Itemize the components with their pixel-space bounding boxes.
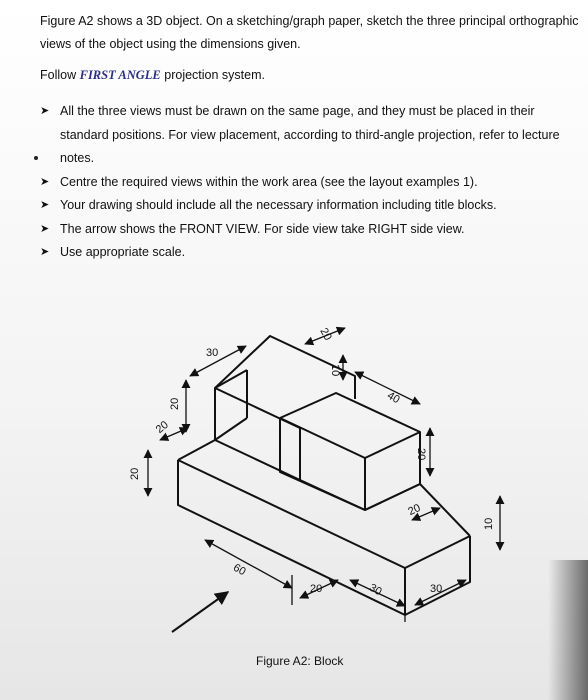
dim-label: 20: [129, 467, 141, 480]
dim-label: 20: [153, 418, 171, 436]
dim-label: 60: [231, 561, 248, 579]
dimension-lines: [148, 328, 500, 622]
rule-text: Use appropriate scale.: [60, 245, 186, 259]
block-outline: [178, 336, 470, 615]
base-slab-lines: [178, 460, 470, 615]
rules-list: [40, 100, 576, 265]
intro-paragraph: Figure A2 shows a 3D object. On a sketching/graph paper, sketch the three principal orthographic views of the object using the dimensions given.: [40, 14, 579, 51]
dim-label: 10: [329, 364, 341, 377]
dim-label: 10: [483, 517, 495, 530]
front-view-arrow-icon: [172, 592, 228, 632]
figure-caption: Figure A2: Block: [256, 654, 344, 668]
follow-prefix: Follow: [40, 68, 77, 82]
bullet-dot: [34, 156, 38, 160]
rule-item: [40, 194, 576, 218]
dim-label: 20: [406, 501, 423, 519]
dim-label: 30: [430, 583, 443, 595]
first-angle-label: FIRST ANGLE: [79, 68, 161, 82]
dim-label: 30: [206, 347, 219, 359]
projection-instruction: [40, 68, 265, 83]
follow-suffix: projection system.: [164, 68, 265, 82]
dim-label: 20: [317, 326, 334, 343]
rule-text: The arrow shows the FRONT VIEW. For side view take RIGHT side view.: [60, 221, 465, 236]
arrow-bullet-icon: ➤: [40, 105, 50, 117]
rule-item: [40, 171, 576, 195]
rule-text: All the three views must be drawn on the same page, and they must be placed in their standard positions. For view placement, according to third-angle projection, refer to lecture notes.: [60, 104, 560, 165]
rule-item: [40, 100, 576, 171]
isometric-block-figure: [0, 300, 588, 640]
rule-text: Centre the required views within the work area (see the layout examples 1).: [60, 174, 478, 189]
dim-label: 20: [415, 448, 427, 461]
arrow-bullet-icon: ➤: [40, 246, 50, 258]
rule-text: Your drawing should include all the necessary information including title blocks.: [60, 198, 497, 212]
arrow-bullet-icon: ➤: [40, 175, 50, 188]
rule-item: [40, 218, 576, 242]
dim-label: 20: [310, 583, 323, 595]
dim-label: 30: [367, 581, 384, 599]
arrow-bullet-icon: ➤: [40, 222, 50, 235]
arrow-bullet-icon: ➤: [40, 199, 50, 211]
dim-label: 40: [385, 389, 402, 407]
dim-label: 20: [169, 397, 181, 410]
rule-item: [40, 241, 576, 265]
